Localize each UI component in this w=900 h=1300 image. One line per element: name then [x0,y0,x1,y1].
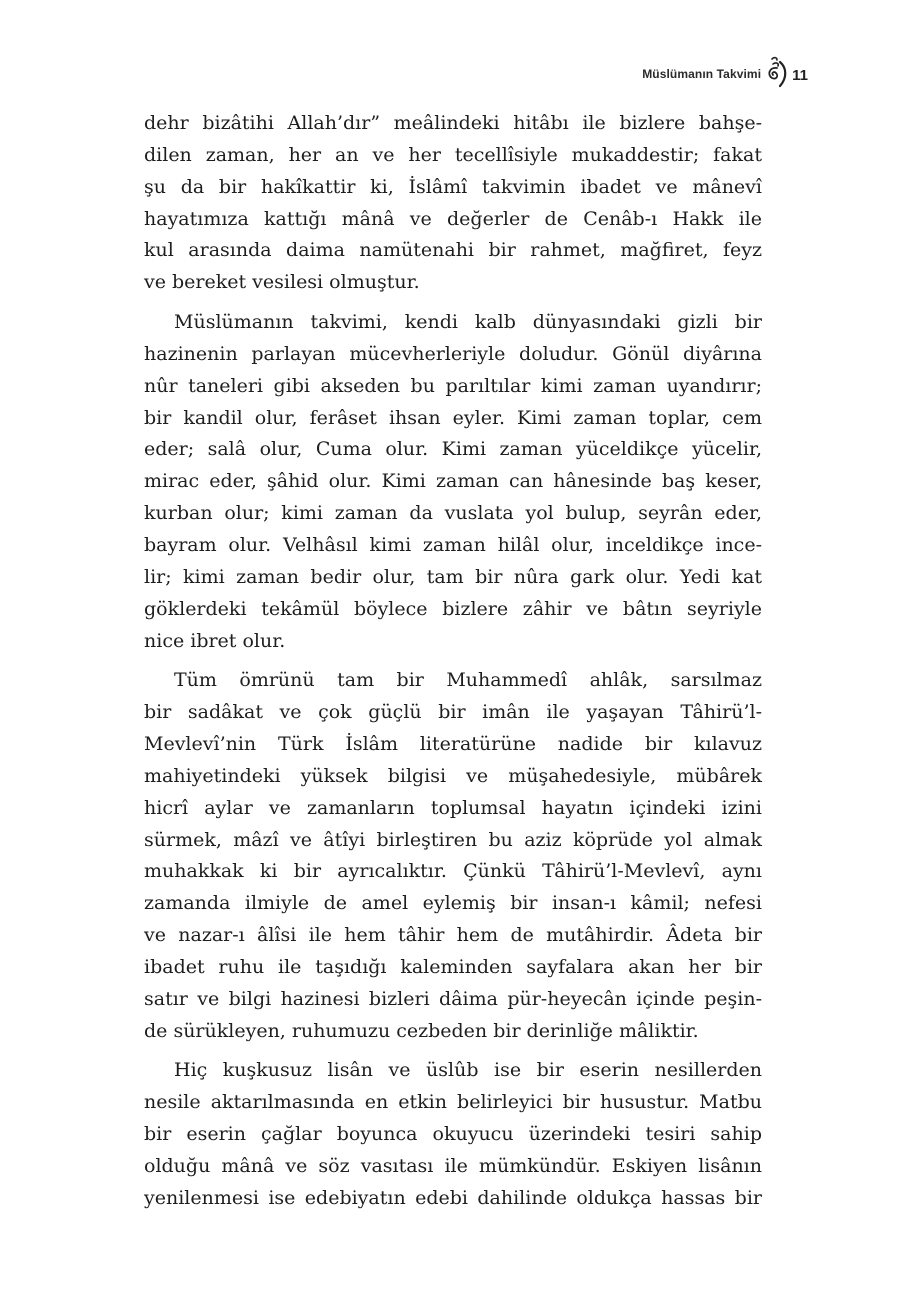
text-line: bir eserin çağlar boyunca okuyucu üzerindeki tesiri sahip [144,1123,762,1146]
text-line: hazinenin parlayan mücevherleriyle doludur. Gönül diyârına [144,342,762,365]
text-line: kul arasında daima namütenahi bir rahmet, mağfiret, feyz [144,239,762,262]
text-line: ve bereket vesilesi olmuştur. [144,271,420,294]
text-line: bir sadâkat ve çok güçlü bir imân ile yaşayan Tâhirü’l- [144,701,762,724]
text-line: satır ve bilgi hazinesi bizleri dâima pür-heyecân içinde peşin- [144,987,762,1010]
text-line: sürmek, mâzî ve âtîyi birleştiren bu aziz köprüde yol almak [144,828,762,851]
text-line: hayatımıza kattığı mânâ ve değerler de Cenâb-ı Hakk ile [144,207,762,230]
text-line: nesile aktarılmasında en etkin belirleyici bir husustur. Matbu [144,1091,762,1114]
paragraph-1 [144,108,762,299]
text-line: lir; kimi zaman bedir olur, tam bir nûra gark olur. Yedi kat [144,565,762,588]
text-line: dilen zaman, her an ve her tecellîsiyle mukaddestir; fakat [144,143,762,166]
text-line: eder; salâ olur, Cuma olur. Kimi zaman yüceldikçe yücelir, [144,438,762,461]
text-line: olduğu mânâ ve söz vasıtası ile mümkündür. Eskiyen lisânın [144,1155,762,1177]
text-line: ibadet ruhu ile taşıdığı kaleminden sayfalara akan her bir [144,955,762,978]
text-body [144,108,762,1223]
paragraph-2 [144,307,762,657]
text-line: zamanda ilmiyle de amel eylemiş bir insan-ı kâmil; nefesi [144,892,762,915]
text-line: ve nazar-ı âlîsi ile hem tâhir hem de mutâhirdir. Âdeta bir [144,924,762,947]
text-line: Mevlevî’nin Türk İslâm literatürüne nadide bir kılavuz [144,733,762,756]
text-line: hicrî aylar ve zamanların toplumsal hayatın içindeki izini [144,796,762,819]
text-line: bir kandil olur, ferâset ihsan eyler. Kimi zaman toplar, cem [144,406,762,429]
text-line: Tüm ömrünü tam bir Muhammedî ahlâk, sarsılmaz [174,669,762,692]
book-title: Müslümanın Takvimi [642,67,762,81]
paragraph-3 [144,665,762,1047]
running-header [642,56,808,88]
text-line: nûr taneleri gibi akseden bu parıltılar kimi zaman uyandırır; [144,374,762,397]
text-line: Müslümanın takvimi, kendi kalb dünyasındaki gizli bir [174,311,762,334]
page-number: 11 [792,66,808,84]
paragraph-4 [144,1055,762,1214]
text-line: mirac eder, şâhid olur. Kimi zaman can hânesinde baş keser, [144,470,762,493]
text-line: bayram olur. Velhâsıl kimi zaman hilâl olur, inceldikçe ince- [144,533,762,556]
text-line: şu da bir hakîkattir ki, İslâmî takvimin ibadet ve mânevî [144,175,762,198]
text-line: göklerdeki tekâmül böylece bizlere zâhir ve bâtın seyriyle [144,597,762,620]
text-line: Hiç kuşkusuz lisân ve üslûb ise bir eserin nesillerden [174,1059,762,1082]
text-line: dehr bizâtihi Allah’dır” meâlindeki hitâbı ile bizlere bahşe- [144,112,762,134]
text-line: nice ibret olur. [144,629,286,652]
calligraphy-ornament-icon [765,56,789,88]
text-line: de sürükleyen, ruhumuzu cezbeden bir derinliğe mâliktir. [144,1019,699,1042]
text-line: muhakkak ki bir ayrıcalıktır. Çünkü Tâhirü’l-Mevlevî, aynı [144,860,762,883]
text-line: yenilenmesi ise edebiyatın edebi dahilinde oldukça hassas bir [144,1186,762,1209]
text-line: kurban olur; kimi zaman da vuslata yol bulup, seyrân eder, [144,502,762,525]
text-line: mahiyetindeki yüksek bilgisi ve müşahedesiyle, mübârek [144,764,762,787]
